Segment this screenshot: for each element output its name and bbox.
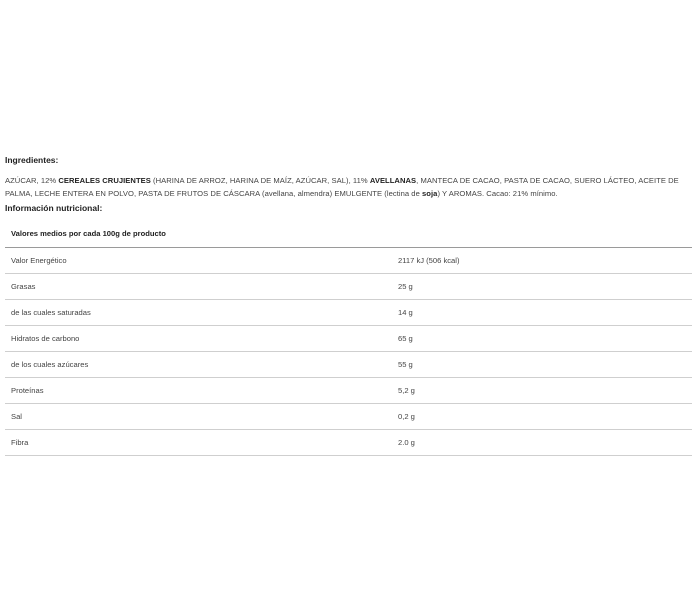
table-row [5, 248, 692, 274]
ingredients-part: (HARINA DE ARROZ, HARINA DE MAÍZ, AZÚCAR, SAL), 11% [150, 176, 370, 185]
nutrient-label: Hidratos de carbono [5, 326, 398, 352]
nutrient-value: 65 g [398, 326, 692, 352]
table-row [5, 352, 692, 378]
nutrient-label: Proteínas [5, 378, 398, 404]
nutrition-table-header-row [5, 219, 692, 248]
product-info [5, 154, 692, 456]
ingredients-part: AZÚCAR, 12% [5, 176, 59, 185]
ingredients-allergen: AVELLANAS [369, 176, 417, 185]
table-row [5, 404, 692, 430]
nutrient-value: 5,2 g [398, 378, 692, 404]
nutrient-value: 14 g [398, 300, 692, 326]
nutrient-label: Sal [5, 404, 398, 430]
table-row [5, 378, 692, 404]
nutrient-value: 55 g [398, 352, 692, 378]
table-row [5, 430, 692, 456]
ingredients-allergen: CEREALES CRUJIENTES [58, 176, 151, 185]
nutrient-label: de los cuales azúcares [5, 352, 398, 378]
nutrition-heading: Información nutricional: [5, 203, 103, 213]
table-row [5, 274, 692, 300]
nutrient-value: 0,2 g [398, 404, 692, 430]
table-row [5, 300, 692, 326]
table-row [5, 326, 692, 352]
nutrient-label: Grasas [5, 274, 398, 300]
ingredients-heading: Ingredientes: [5, 155, 59, 165]
nutrition-table [5, 219, 692, 456]
nutrient-label: de las cuales saturadas [5, 300, 398, 326]
nutrient-value: 2117 kJ (506 kcal) [398, 248, 692, 274]
nutrition-table-header: Valores medios por cada 100g de producto [5, 219, 692, 248]
nutrient-value: 2.0 g [398, 430, 692, 456]
ingredients-allergen: soja [422, 189, 438, 198]
ingredients-part: , MANTECA DE CACAO, PASTA DE CACAO, SUERO LÁCTEO, ACEITE DE PALMA, LECHE ENTERA EN POLVO, PASTA DE FRUTOS DE CÁSCARA (avellana, almendra) EMULGENTE (lectina de [5, 176, 679, 198]
ingredients-part: ) Y AROMAS. Cacao: 21% mínimo. [437, 189, 558, 198]
nutrient-label: Fibra [5, 430, 398, 456]
nutrient-label: Valor Energético [5, 248, 398, 274]
nutrient-value: 25 g [398, 274, 692, 300]
ingredients-text [5, 174, 692, 200]
